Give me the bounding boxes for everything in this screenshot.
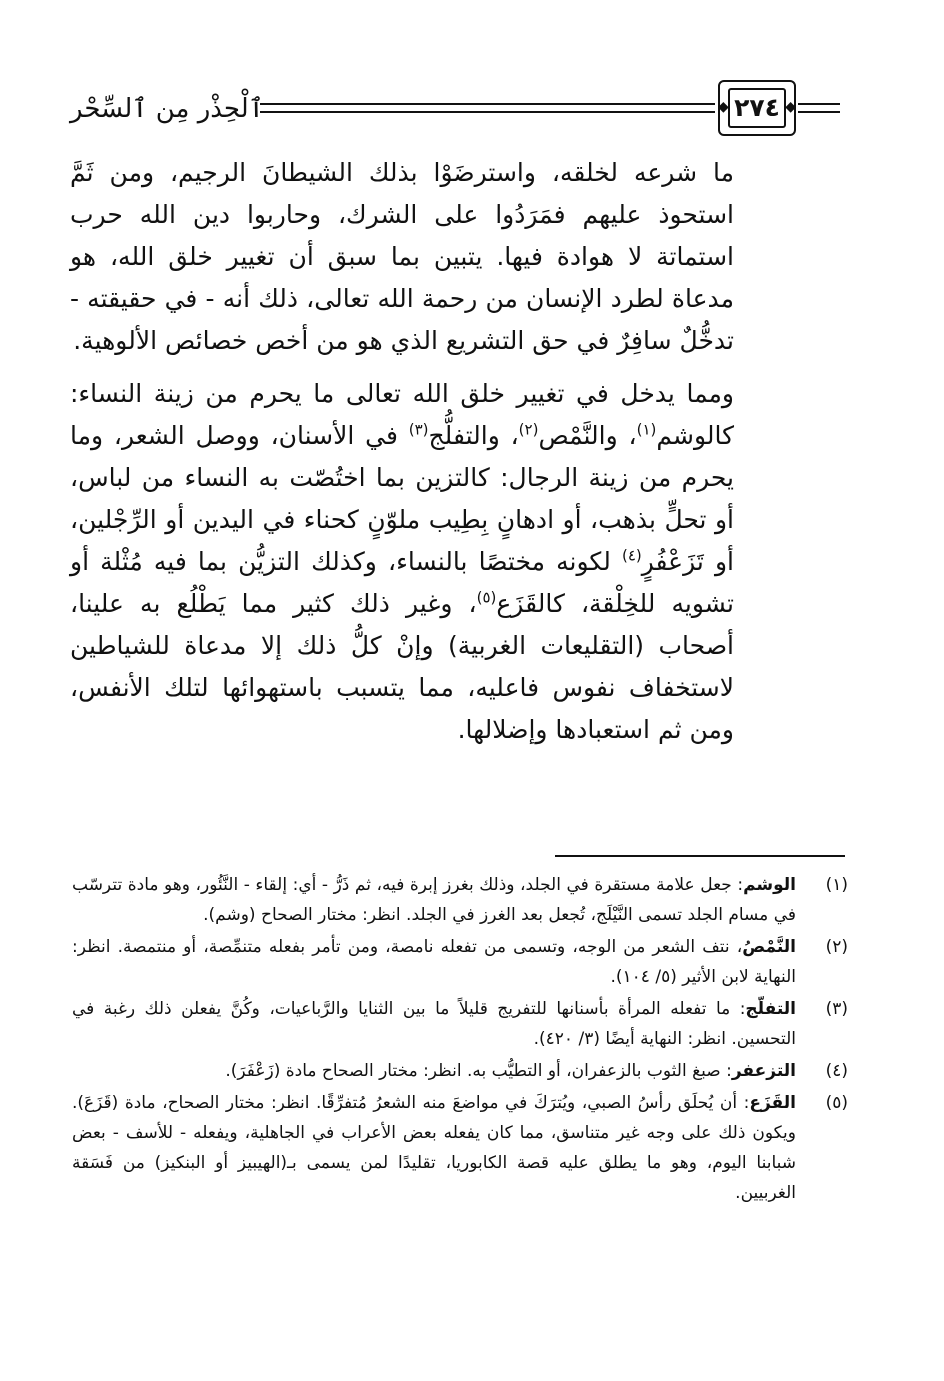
footnote-text: : ما تفعله المرأة بأسنانها للتفريج قليلاً ما بين الثنايا والرَّباعيات، وكُنَّ يفعلن ذلك رغبة في التحسين. انظر: النهاية أيضًا (٣/ ٤٢٠). (72, 999, 796, 1049)
footnote-term: التفلّج (745, 999, 796, 1019)
paragraph-2-part-f: ، وغير ذلك كثير مما يَطْلُع به علينا، أصحاب (التقليعات الغربية) وإنْ كلُّ ذلك إلا مدعاة للشياطين لاستخفاف نفوس فاعليه، مما يتسبب باستهوائها لتلك الأنفس، ومن ثم استعبادها وإضلالها. (70, 589, 734, 744)
footnote-item (72, 932, 848, 992)
footnote-term: النَّمْصُ (742, 937, 796, 957)
footnote-number: (٥) (825, 1093, 848, 1113)
footnote-ref-5[interactable]: (٥) (476, 588, 497, 607)
footnote-number: (٢) (825, 937, 848, 957)
paragraph-2-part-a: ومما يدخل في تغيير خلق الله تعالى ما يحرم من زينة النساء: كالوشم (70, 379, 734, 450)
paragraph-2 (70, 373, 734, 751)
footnote-term: الوشم (743, 875, 796, 895)
footnote-item (72, 870, 848, 930)
footnote-item (72, 994, 848, 1054)
footnote-text: : جعل علامة مستقرة في الجلد، وذلك بغرز إبرة فيه، ثم ذَرُّ - أي: إلقاء - النَّئُور، وهو مادة تترسّب في مسام الجلد تسمى النَّيْلَج، تُجعل بعد الغرز في الجلد. انظر: مختار الصحاح (وشم). (72, 875, 796, 925)
footnote-item (72, 1088, 848, 1208)
frame-ornament-left-icon: ◆ (718, 99, 729, 115)
footnote-ref-4[interactable]: (٤) (621, 546, 642, 565)
footnote-ref-2[interactable]: (٢) (518, 420, 539, 439)
footnote-number: (٣) (825, 999, 848, 1019)
footnote-term: القَزَع (749, 1093, 796, 1113)
footnote-number: (١) (825, 875, 848, 895)
paragraph-2-part-c: ، والتفلُّج (428, 421, 519, 450)
paragraph-2-part-d: في الأسنان، ووصل الشعر، وما يحرم من زينة الرجال: كالتزين بما اختُصّت به النساء من لباس، أو تحلٍّ بذهب، أو ادهانٍ بِطِيب ملوّنٍ كحناء في اليدين أو الرِّجْلين، أو تَزَعْفُرٍ (70, 421, 734, 576)
footnote-ref-3[interactable]: (٣) (408, 420, 429, 439)
footnote-ref-1[interactable]: (١) (636, 420, 657, 439)
footnote-text: : صبغ الثوب بالزعفران، أو التطيُّب به. انظر: مختار الصحاح مادة (زَعْفَرَ). (225, 1061, 732, 1081)
paragraph-2-part-e: لكونه مختصًا بالنساء، وكذلك التزيُّن بما فيه مُثْلة أو تشويه للخِلْقة، كالقَزَع (70, 547, 734, 618)
header-double-rule-short (798, 103, 840, 113)
footnotes (72, 870, 848, 1210)
footnote-item (72, 1056, 848, 1086)
main-text (70, 152, 734, 751)
running-title: ٱلْحِذْر مِن ٱلسِّحْر (70, 94, 264, 124)
header-double-rule (260, 103, 715, 113)
footnote-number: (٤) (825, 1061, 848, 1081)
footnote-term: التزعفر (731, 1061, 796, 1081)
page-number: ٢٧٤ (734, 93, 780, 122)
paragraph-1: ما شرعه لخلقه، واسترضَوْا بذلك الشيطانَ الرجيم، ومن ثَمَّ استحوذ عليهم فمَرَدُوا على الشرك، وحاربوا دين الله حرب استماتة لا هوادة فيها. يتبين بما سبق أن تغيير خلق الله، هو مدعاة لطرد الإنسان من رحمة الله تعالى، ذلك أنه - في حقيقته - تدخُّلٌ سافِرٌ في حق التشريع الذي هو من أخص خصائص الألوهية. (70, 158, 734, 355)
page-number-frame (718, 80, 796, 136)
footnote-separator (555, 855, 845, 857)
frame-ornament-right-icon: ◆ (785, 99, 796, 115)
footnote-text: : أن يُحلَق رأسُ الصبي، ويُترَكَ في مواضعَ منه الشعرُ مُتفرِّقًا. انظر: مختار الصحاح، مادة (قَزَعَ). ويكون ذلك على وجه غير متناسق، مما كان يفعله بعض الأعراب في الجاهلية، ويفعله - للأسف - بعض شبابنا اليوم، وهو ما يطلق عليه قصة الكابوريا، تقليدًا لمن يسمى بـ(الهيبيز أو البنكيز) من فَسَقة الغربيين. (72, 1093, 796, 1203)
paragraph-2-part-b: ، والنَّمْص (538, 421, 637, 450)
footnote-text: ، نتف الشعر من الوجه، وتسمى من تفعله نامصة، ومن تأمر بفعله متنمِّصة، أو منتمصة. انظر: النهاية لابن الأثير (٥/ ١٠٤). (72, 937, 796, 987)
page-header (70, 80, 840, 150)
